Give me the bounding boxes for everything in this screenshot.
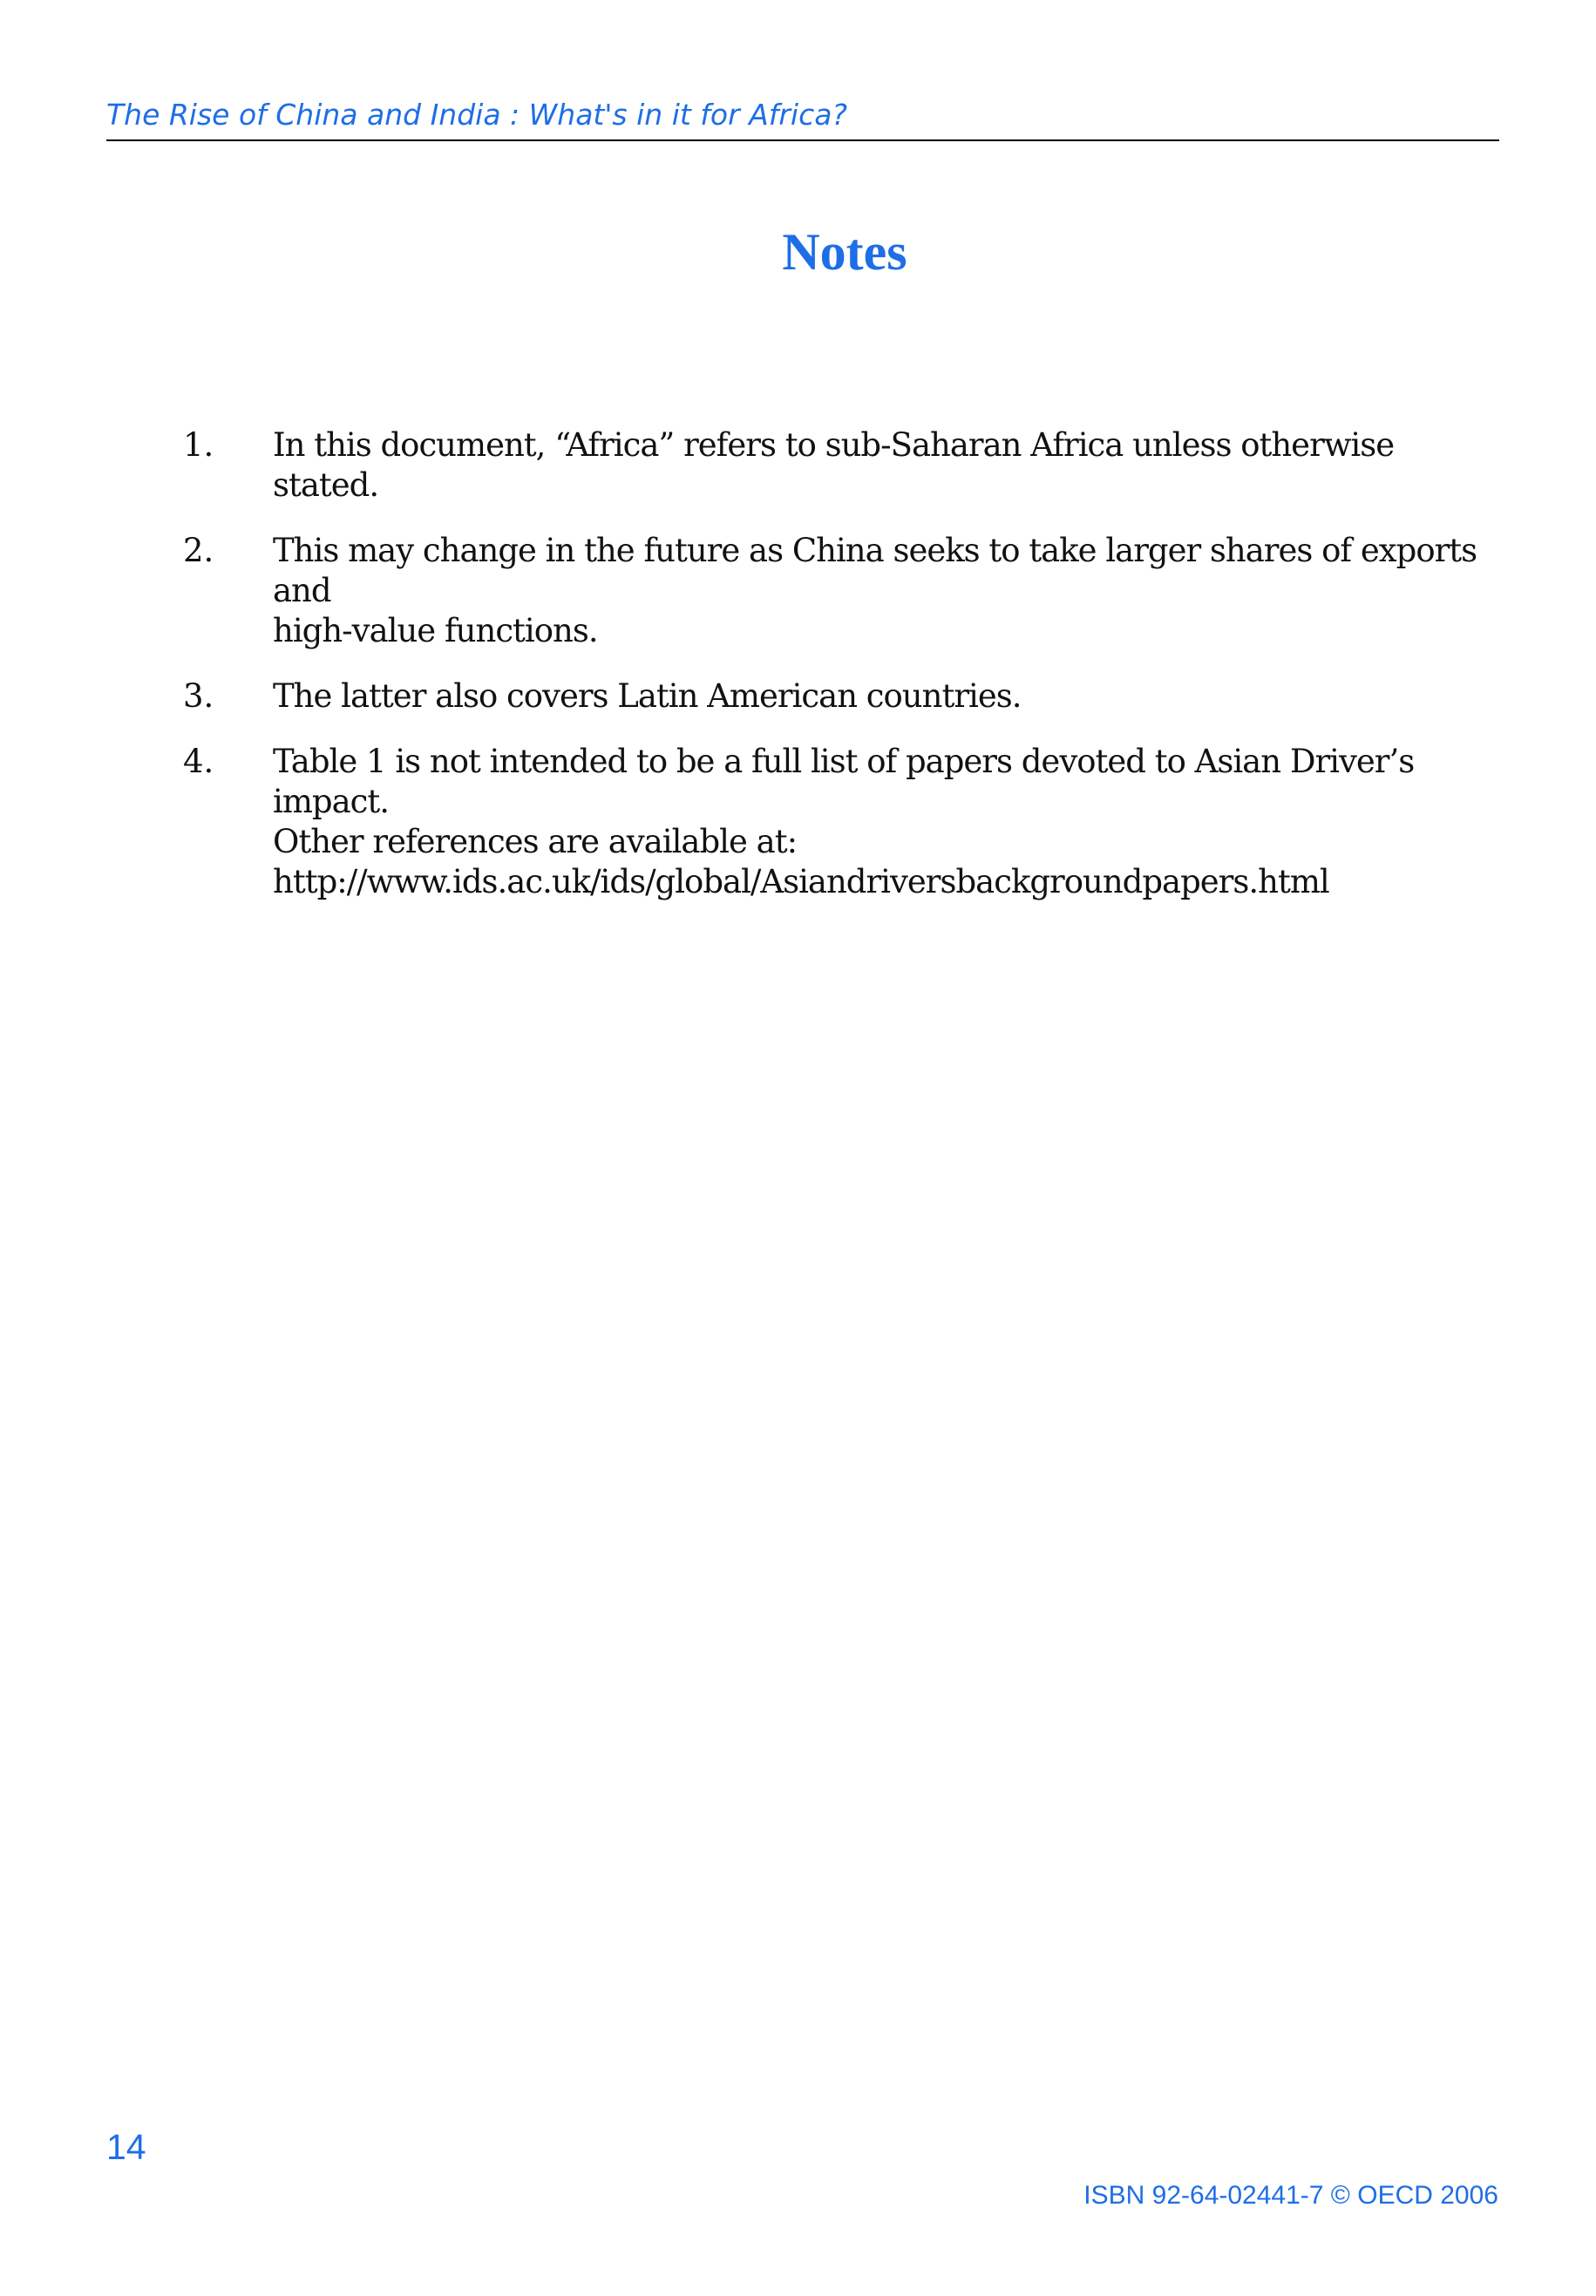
isbn-copyright: ISBN 92-64-02441-7 © OECD 2006 <box>1083 2181 1498 2210</box>
note-item <box>183 531 1501 651</box>
running-header: The Rise of China and India : What's in it for Africa? <box>106 98 847 132</box>
note-text: In this document, “Africa” refers to sub-Saharan Africa unless otherwise stated. <box>273 426 1395 504</box>
note-item <box>183 742 1501 902</box>
note-number: 3. <box>183 677 214 715</box>
note-number: 4. <box>183 743 214 780</box>
page-number: 14 <box>106 2127 146 2167</box>
note-item <box>183 425 1501 506</box>
note-item <box>183 676 1501 717</box>
header-divider <box>106 139 1499 141</box>
note-number: 2. <box>183 532 214 569</box>
note-text: This may change in the future as China seeks to take larger shares of exports and high-value functions. <box>273 532 1477 649</box>
note-text: Table 1 is not intended to be a full list of papers devoted to Asian Driver’s impact. Other references are available at: http://www.ids.ac.uk/ids/global/Asiandriversbackgroundpapers.html <box>273 743 1415 900</box>
note-number: 1. <box>183 426 214 464</box>
notes-list <box>183 425 1501 927</box>
section-title: Notes <box>782 223 907 281</box>
note-text: The latter also covers Latin American countries. <box>273 677 1022 715</box>
